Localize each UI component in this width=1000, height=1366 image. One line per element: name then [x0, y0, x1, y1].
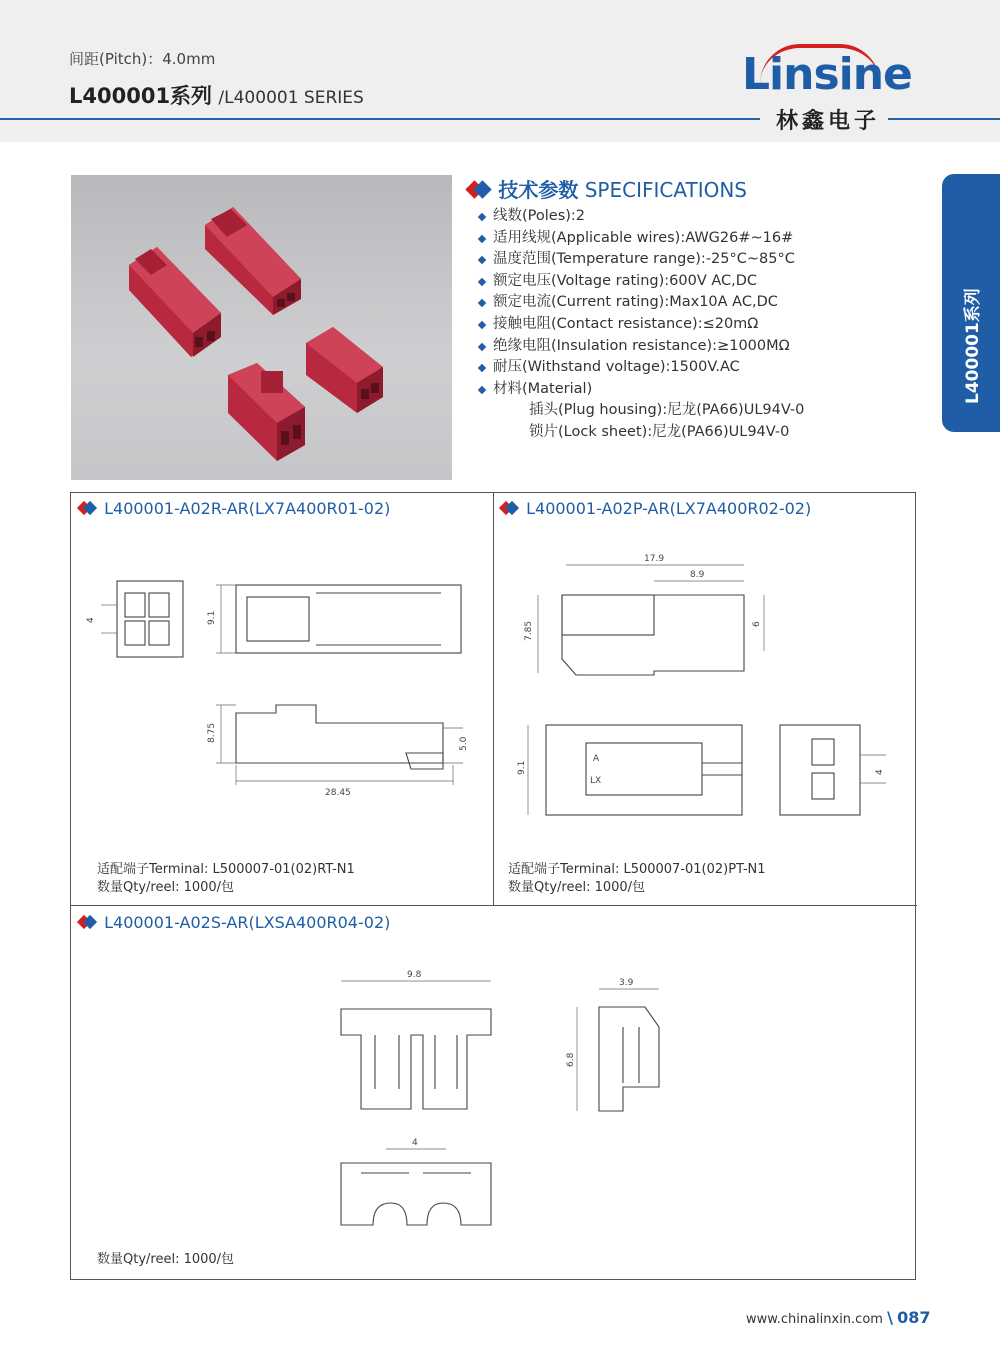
cell-1-dim-1: 9.1: [207, 610, 217, 625]
cell-2-dim-1: 8.9: [690, 570, 705, 580]
page-footer: [746, 1308, 930, 1327]
pitch-label: 间距(Pitch)：4.0mm: [69, 50, 216, 68]
series-title: [69, 80, 364, 110]
brand-logo-cn: 林鑫电子: [770, 104, 886, 135]
cell-2-mark-lx: LX: [590, 776, 602, 786]
cell-1-qty: 数量Qty/reel: 1000/包: [97, 880, 235, 895]
spec-title-en: SPECIFICATIONS: [584, 178, 747, 202]
cell-2-drawing: [494, 543, 916, 843]
cell-2-part-number: L400001-A02P-AR(LX7A400R02-02): [526, 499, 812, 518]
cell-2-title: [499, 499, 811, 518]
cell-3-dim-1: 3.9: [619, 978, 634, 988]
drawing-grid: [70, 492, 916, 1280]
cell-2-qty: 数量Qty/reel: 1000/包: [508, 880, 646, 895]
page-number: 087: [897, 1308, 931, 1327]
spec-material-lock: 锁片(Lock sheet):尼龙(PA66)UL94V-0: [529, 423, 790, 440]
cell-1-dim-0: 4: [86, 617, 96, 623]
diamond-bullet-icon: [77, 500, 99, 516]
diamond-bullet-icon: [77, 914, 99, 930]
cell-3-qty: 数量Qty/reel: 1000/包: [97, 1252, 235, 1267]
series-side-tab: [942, 174, 1000, 432]
connector-housing-1: [129, 247, 221, 357]
series-title-sub: /L400001 SERIES: [218, 88, 364, 108]
spec-item-insulation-resistance: 绝缘电阻(Insulation resistance):≥1000MΩ: [478, 336, 804, 358]
header-rule: [0, 118, 760, 120]
connector-photo-illustration: [71, 175, 452, 480]
connector-housing-4: [228, 363, 305, 461]
side-tab-label: L400001系列: [963, 288, 983, 404]
cell-3-part-number: L400001-A02S-AR(LXSA400R04-02): [104, 913, 391, 932]
cell-2-dim-0: 17.9: [644, 554, 665, 564]
cell-3-title: [77, 913, 390, 932]
spec-item-poles: 线数(Poles):2: [478, 206, 804, 228]
spec-item-material: 材料(Material): [478, 379, 804, 401]
cell-2-terminal: 适配端子Terminal: L500007-01(02)PT-N1: [508, 862, 766, 877]
cell-3-dim-0: 9.8: [407, 970, 422, 980]
spec-list: [478, 206, 804, 444]
specifications-heading: [466, 174, 747, 203]
product-photo: [71, 175, 452, 480]
cell-2-mark-a: A: [593, 754, 600, 764]
spec-material-plug: 插头(Plug housing):尼龙(PA66)UL94V-0: [529, 402, 805, 419]
spec-title-cn: 技术参数: [498, 178, 579, 202]
diamond-bullet-icon: [466, 181, 492, 199]
header-rule-right: [888, 118, 1000, 120]
cell-2-dim-5: 4: [875, 769, 885, 775]
cell-1-drawing: [71, 553, 491, 813]
spec-item-temperature: 温度范围(Temperature range):-25°C~85°C: [478, 249, 804, 271]
connector-housing-3: [306, 327, 383, 413]
footer-separator: \: [887, 1308, 893, 1327]
spec-item-withstand-voltage: 耐压(Withstand voltage):1500V.AC: [478, 357, 804, 379]
diamond-bullet-icon: [499, 500, 521, 516]
cell-2-dim-4: 9.1: [517, 760, 527, 775]
cell-3-dim-3: 4: [412, 1138, 418, 1148]
cell-1-part-number: L400001-A02R-AR(LX7A400R01-02): [104, 499, 391, 518]
connector-housing-2: [205, 207, 301, 315]
cell-2-dim-3: 6: [752, 621, 762, 627]
cell-1-terminal: 适配端子Terminal: L500007-01(02)RT-N1: [97, 862, 355, 877]
spec-item-wires: 适用线规(Applicable wires):AWG26#~16#: [478, 228, 804, 250]
spec-item-contact-resistance: 接触电阻(Contact resistance):≤20mΩ: [478, 314, 804, 336]
cell-3-drawing: [311, 963, 691, 1253]
cell-1-dim-2: 8.75: [207, 722, 217, 743]
cell-1-dim-4: 28.45: [325, 788, 351, 798]
spec-item-current: 额定电流(Current rating):Max10A AC,DC: [478, 292, 804, 314]
footer-url: www.chinalinxin.com: [746, 1312, 883, 1327]
cell-2-dim-2: 7.85: [524, 620, 534, 641]
grid-divider-horizontal: [71, 905, 917, 906]
spec-item-voltage: 额定电压(Voltage rating):600V AC,DC: [478, 271, 804, 293]
cell-1-title: [77, 499, 390, 518]
cell-1-dim-3: 5.0: [459, 736, 469, 751]
brand-logo: Linsine: [742, 49, 912, 100]
page-header: [0, 0, 1000, 142]
series-title-main: L400001系列: [69, 84, 213, 108]
cell-3-dim-2: 6.8: [566, 1052, 576, 1067]
